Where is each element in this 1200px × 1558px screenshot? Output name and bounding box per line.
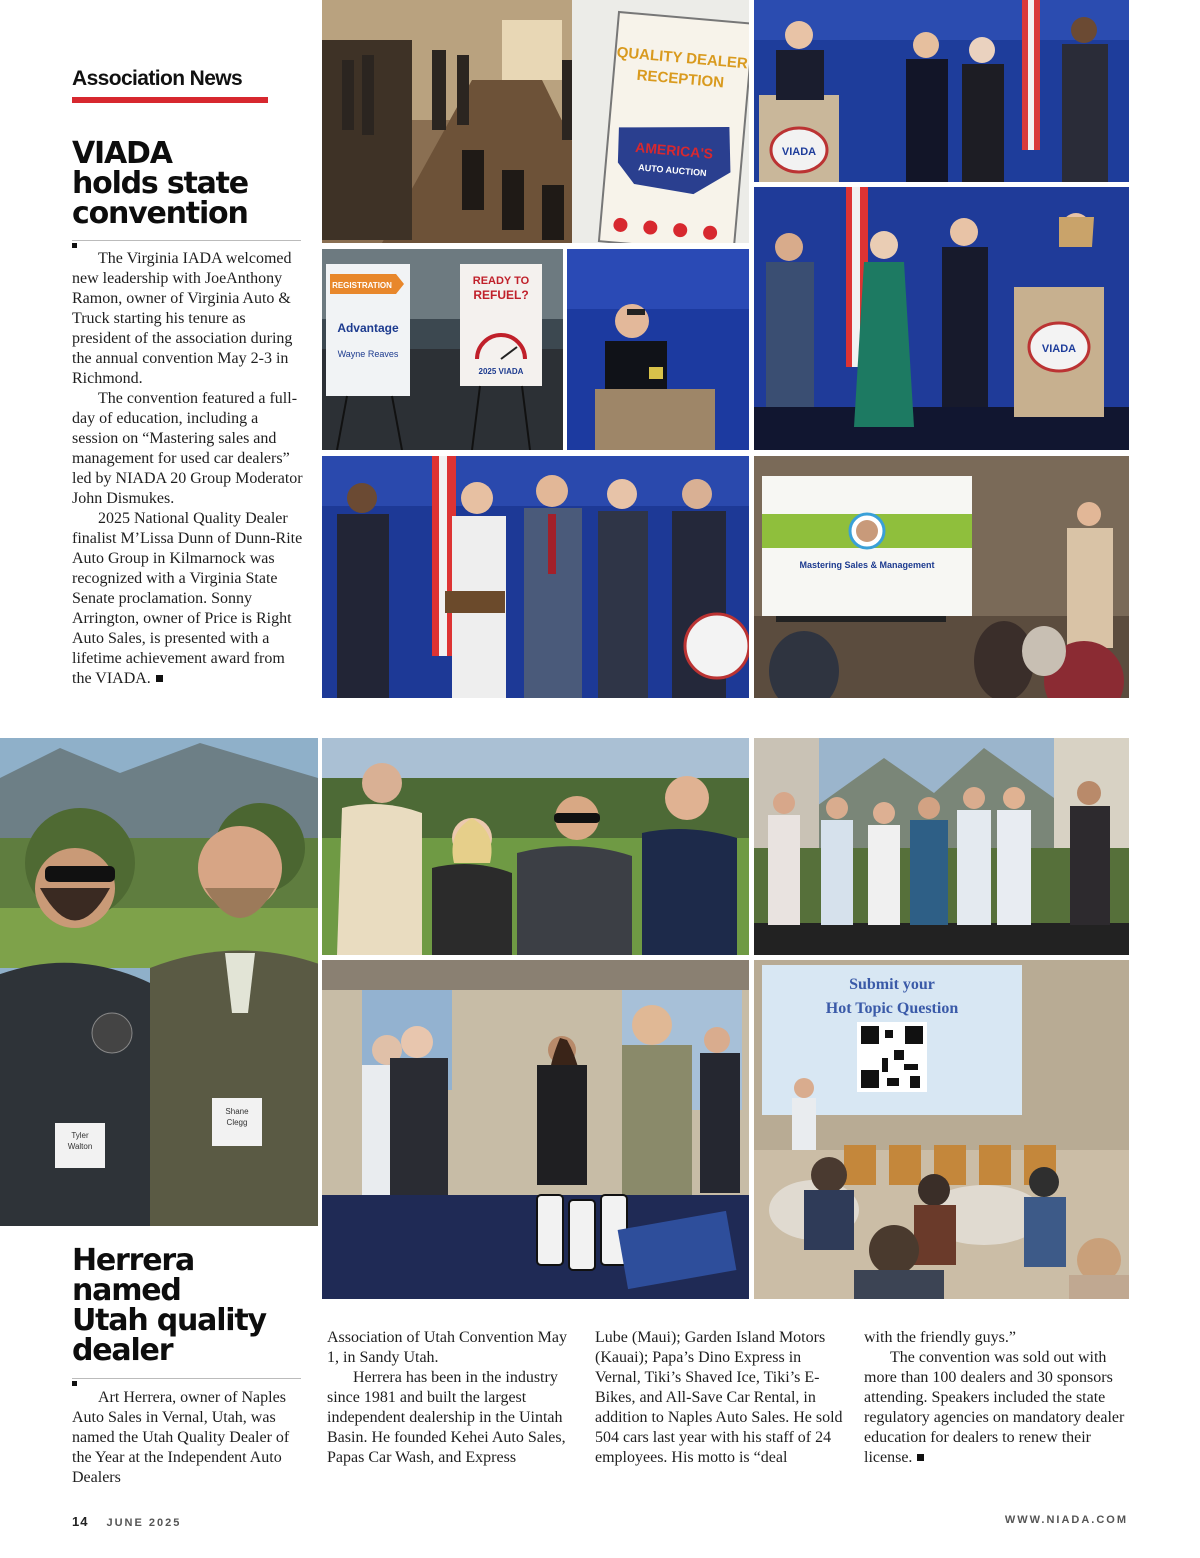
badge-line: Tyler (71, 1131, 89, 1140)
badge-line: Shane (225, 1107, 249, 1116)
article2-paragraph: Herrera has been in the industry since 1981 and built the largest independent dealership in the Uintah Basin. He founded Kehei Auto Sales, Papas Car Wash, and Express (327, 1369, 566, 1466)
end-mark (156, 675, 163, 682)
article1-headline-line: VIADA (72, 136, 172, 171)
article1-paragraph: The Virginia IADA welcomed new leadership with JoeAnthony Ramon, owner of Virginia Auto & Truck starting his tenure as president of the association during the annual convention May 2-3 in Richmond. (72, 250, 293, 387)
article2-paragraph-text: The convention was sold out with more than 100 dealers and 30 sponsors attending. Speakers included the state regulatory agencies on mandatory dealer education for dealers to renew their license. (864, 1349, 1125, 1466)
article2-paragraph: Art Herrera, owner of Naples Auto Sales in Vernal, Utah, was named the Utah Quality Dealer of the Year at the Independent Auto Dealers (72, 1389, 290, 1486)
photo-speaker-podium (567, 249, 749, 450)
article1-headline (72, 136, 248, 231)
photo-group-seven (754, 738, 1129, 955)
article2-headline-line: dealer (72, 1333, 173, 1368)
registration-label: REGISTRATION (332, 281, 392, 290)
badge-line: Clegg (226, 1118, 248, 1127)
article1-headline-line: convention (72, 196, 248, 231)
article2-column-1 (72, 1388, 308, 1488)
section-label: Association News (72, 67, 268, 103)
photo-registration-signs (322, 249, 563, 450)
footer-website[interactable]: WWW.NIADA.COM (1004, 1514, 1128, 1526)
article1-body (72, 249, 304, 689)
slide-title: Mastering Sales & Management (799, 560, 935, 570)
hot-topic-line: Submit your (849, 976, 935, 993)
photo-award-group (322, 456, 749, 698)
article2-headline-line: Utah quality (72, 1303, 266, 1338)
photo-hot-topic-session (754, 960, 1129, 1299)
refuel-sign-line: READY TO (472, 275, 530, 287)
article1-paragraph (72, 509, 304, 689)
article2-paragraph (864, 1348, 1126, 1468)
article2-column-2 (327, 1328, 577, 1468)
article2-headline-line: Herrera (72, 1243, 195, 1278)
end-mark (917, 1454, 924, 1461)
photo-two-men-outdoors (0, 738, 318, 1226)
article2-paragraph: with the friendly guys.” (864, 1329, 1016, 1346)
photo-stage-group (754, 0, 1129, 182)
article1-rule (72, 240, 301, 241)
viada-podium-logo: VIADA (781, 146, 817, 158)
article2-column-3 (595, 1328, 850, 1468)
reception-sponsor-line: AUTO AUCTION (637, 162, 707, 179)
reception-sign-line: QUALITY DEALER (616, 43, 749, 73)
hot-topic-line: Hot Topic Question (825, 1000, 959, 1017)
article2-column-4 (864, 1328, 1126, 1468)
article2-paragraph: Association of Utah Convention May 1, in Sandy Utah. (327, 1329, 567, 1366)
article2-headline (72, 1243, 266, 1368)
article2-headline-line: named (72, 1273, 181, 1308)
article1-headline-line: holds state (72, 166, 248, 201)
footer-left (72, 1514, 181, 1529)
viada-podium-logo: VIADA (1041, 343, 1077, 355)
photo-presentation-session (754, 456, 1129, 698)
wayne-reaves-logo: Wayne Reaves (337, 349, 399, 359)
photo-stage-podium-group (754, 187, 1129, 450)
advantage-logo: Advantage (337, 321, 399, 335)
reception-sign-line: RECEPTION (636, 66, 725, 92)
article2-paragraph: Lube (Maui); Garden Island Motors (Kauai); Papa’s Dino Express in Vernal, Tiki’s Shaved Ice, Tiki’s E-Bikes, and All-Save Car Rental, in addition to Naples Auto Sales. He sold 504 cars last year with his staff of 24 employees. His motto is “deal (595, 1329, 843, 1466)
refuel-sign-line: REFUEL? (473, 288, 529, 302)
article1-paragraph-text: 2025 National Quality Dealer finalist M’Lissa Dunn of Dunn-Rite Auto Group in Kilmarnock was recognized with a Virginia State Senate proclamation. Sonny Arrington, owner of Price is Right Auto Sales, is presented with a lifetime achievement award from the VIADA. (72, 510, 303, 687)
photo-golf-course-group (322, 738, 749, 955)
refuel-sign-sub: 2025 VIADA (478, 367, 524, 376)
page-number: 14 (72, 1514, 89, 1529)
article1-paragraph: The convention featured a full-day of education, including a session on “Mastering sales and management for used car dealers” led by NIADA 20 Group Moderator John Dismukes. (72, 390, 303, 507)
issue-date: JUNE 2025 (106, 1517, 182, 1529)
reception-sponsor-line: AMERICA'S (634, 138, 714, 162)
article2-rule (72, 1378, 301, 1379)
badge-line: Walton (67, 1142, 93, 1151)
photo-reception-hall (322, 0, 749, 243)
photo-sponsor-table (322, 960, 749, 1299)
